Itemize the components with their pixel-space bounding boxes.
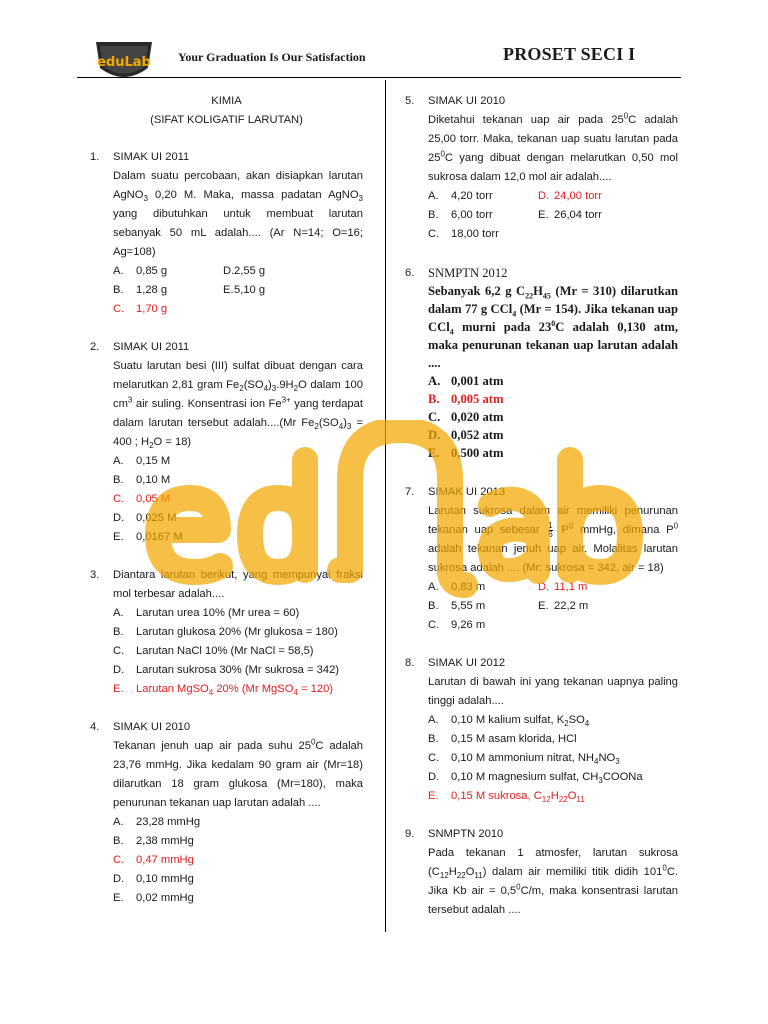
question-text: Larutan di bawah ini yang tekanan uapnya paling tinggi adalah....	[428, 676, 678, 707]
question-number: 7.	[405, 486, 415, 498]
left-column	[90, 92, 363, 908]
options	[428, 187, 678, 244]
question-number: 8.	[405, 657, 415, 669]
question-number: 9.	[405, 828, 415, 840]
question-number: 2.	[90, 341, 100, 353]
document-title: PROSET SECI I	[503, 44, 636, 64]
option-e[interactable]: E. 5,10 g	[223, 284, 266, 296]
question-source: SIMAK UI 2013	[428, 486, 506, 498]
subject-title	[90, 92, 363, 130]
question-number: 5.	[405, 95, 415, 107]
options	[428, 578, 678, 635]
option-a[interactable]: A. 0,85 g	[113, 265, 168, 277]
column-divider	[385, 80, 386, 932]
question-source: SIMAK UI 2010	[428, 95, 506, 107]
question-text: Diantara larutan berikut, yang mempunyai fraksi mol terbesar adalah....	[113, 569, 363, 600]
right-column	[405, 92, 678, 920]
option-d-answer[interactable]: D. 24,00 torr	[538, 190, 602, 202]
option-d[interactable]: D. 0,052 atm	[428, 428, 504, 442]
question-text: Diketahui tekanan uap air pada $25^0C$ adalah 25,00 torr. Maka, tekanan uap suatu larutan pada $25^0C$ yang dibuat dengan melarutkan 0,50 mol sukrosa dalam 12,0 mol air adalah....	[428, 111, 678, 183]
option-e-answer[interactable]: E. 0,15 M sukrosa, $C_{12}H_{22}O_{11}$	[428, 790, 585, 805]
question-number: 6.	[405, 267, 415, 279]
option-b[interactable]: B. 0,10 M	[113, 474, 171, 486]
option-d[interactable]: D. 2,55 g	[223, 265, 266, 277]
option-b[interactable]: B. 2,38 mmHg	[113, 835, 194, 847]
option-b[interactable]: B. 6,00 torr	[428, 209, 493, 221]
option-c[interactable]: C. 0,020 atm	[428, 410, 504, 424]
question-number: 4.	[90, 721, 100, 733]
question-7	[405, 483, 678, 635]
option-e[interactable]: E. 26,04 torr	[538, 209, 602, 221]
question-5	[405, 92, 678, 244]
subject-line-2: (SIFAT KOLIGATIF LARUTAN)	[150, 114, 303, 126]
option-b[interactable]: B. 0,15 M asam klorida, HCl	[428, 733, 577, 745]
logo-text: eduLab	[97, 55, 151, 70]
option-c-answer[interactable]: C. 0,05 M	[113, 493, 171, 505]
question-source: SIMAK UI 2012	[428, 657, 506, 669]
option-d[interactable]: D. 0,10 M magnesium sulfat, $CH_3COONa$	[428, 771, 643, 786]
question-source: SNMPTN 2012	[428, 266, 508, 280]
header-divider	[77, 77, 681, 78]
option-c-answer[interactable]: C. 0,47 mmHg	[113, 854, 194, 866]
question-9	[405, 825, 678, 920]
edulab-logo	[92, 36, 156, 88]
question-4	[90, 718, 363, 908]
fraction-one-sixth: $\frac{1}{6}$	[548, 520, 553, 539]
question-number: 1.	[90, 151, 100, 163]
question-text: Larutan sukrosa dalam air memiliki penurunan tekanan uap sebesar $\frac{1}{6}$ $P^0$ mmHg, dimana $P^0$ adalah tekanan jenuh uap air. Molalitas larutan sukrosa adalah .... (Mr: sukrosa = 342, air = 18)	[428, 505, 679, 574]
question-2	[90, 338, 363, 547]
option-e[interactable]: E. 0,0167 M	[113, 531, 183, 543]
options	[113, 452, 363, 547]
question-number: 3.	[90, 569, 100, 581]
option-a[interactable]: A. 4,20 torr	[428, 190, 493, 202]
question-text: Dalam suatu percobaan, akan disiapkan larutan AgNO$_3$ 0,20 M. Maka, massa padatan AgNO$_3$ yang dibutuhkan untuk membuat larutan sebanyak 50 mL adalah.... (Ar N=14; O=16; Ag=108)	[113, 170, 363, 258]
subject-line-1: KIMIA	[211, 95, 242, 107]
option-a[interactable]: A. 0,83 m	[428, 581, 486, 593]
question-source: SIMAK UI 2010	[113, 721, 191, 733]
options	[113, 604, 363, 699]
option-d[interactable]: D. 0,10 mmHg	[113, 873, 194, 885]
question-source: SIMAK UI 2011	[113, 341, 190, 353]
option-e-answer[interactable]: E. Larutan MgSO$_4$ 20% (Mr MgSO$_4$ = 120)	[113, 683, 334, 698]
option-c[interactable]: C. 18,00 torr	[428, 228, 499, 240]
option-d-answer[interactable]: D. 11,1 m	[538, 581, 588, 593]
option-b-answer[interactable]: B. 0,005 atm	[428, 392, 504, 406]
options	[113, 813, 363, 908]
option-e[interactable]: E. 0,500 atm	[428, 446, 504, 460]
question-6	[405, 264, 678, 462]
option-e[interactable]: E. 0,02 mmHg	[113, 892, 194, 904]
option-d[interactable]: D. Larutan sukrosa 30% (Mr sukrosa = 342)	[113, 664, 340, 676]
question-text: Tekanan jenuh uap air pada suhu $25^0C$ adalah 23,76 mmHg. Jika kedalam 90 gram air (Mr=18) dilarutkan 18 gram glukosa (Mr=180), maka penurunan tekanan uap larutan adalah ....	[113, 737, 363, 809]
question-8	[405, 654, 678, 806]
option-c[interactable]: C. Larutan NaCl 10% (Mr NaCl = 58,5)	[113, 645, 314, 657]
option-a[interactable]: A. 23,28 mmHg	[113, 816, 201, 828]
question-text: Suatu larutan besi (III) sulfat dibuat dengan cara melarutkan 2,81 gram $Fe_2(SO_4)_3.9H_2O$ dalam 100 $cm^3$ air suling. Konsentrasi ion $Fe^{3+}$ yang terdapat dalam larutan tersebut adalah....(Mr $Fe_2(SO_4)_3 = 400$ ; $H_2O = 18$)	[113, 360, 363, 451]
option-a[interactable]: A. Larutan urea 10% (Mr urea = 60)	[113, 607, 300, 619]
question-3	[90, 566, 363, 699]
option-c[interactable]: C. 9,26 m	[428, 619, 486, 631]
option-b[interactable]: B. 1,28 g	[113, 284, 168, 296]
option-b[interactable]: B. Larutan glukosa 20% (Mr glukosa = 180)	[113, 626, 338, 638]
question-source: SIMAK UI 2011	[113, 151, 190, 163]
options	[428, 711, 678, 806]
option-b[interactable]: B. 5,55 m	[428, 600, 486, 612]
question-source: SNMPTN 2010	[428, 828, 504, 840]
option-a[interactable]: A. 0,15 M	[113, 455, 171, 467]
option-c-answer[interactable]: C. 1,70 g	[113, 303, 168, 315]
option-d[interactable]: D. 0,025 M	[113, 512, 177, 524]
option-a[interactable]: A. 0,001 atm	[428, 374, 504, 388]
option-c[interactable]: C. 0,10 M ammonium nitrat, $NH_4NO_3$	[428, 752, 620, 767]
question-text: Sebanyak 6,2 g $C_{22}H_{45}$ (Mr = 310) dilarutkan dalam 77 g CCl$_4$ (Mr = 154). Jika tekanan uap CCl$_4$ murni pada $23^0C$ adalah 0,130 atm, maka penurunan tekanan uap larutan adalah ....	[428, 284, 678, 370]
question-1	[90, 148, 363, 319]
option-a[interactable]: A. 0,10 M kalium sulfat, $K_2SO_4$	[428, 714, 590, 729]
tagline: Your Graduation Is Our Satisfaction	[178, 50, 366, 64]
question-text: Pada tekanan 1 atmosfer, larutan sukrosa $(C_{12}H_{22}O_{11})$ dalam air memiliki titik didih $101^0C$. Jika Kb air = $0,5^0C/m$, maka konsentrasi larutan tersebut adalah ....	[428, 847, 679, 916]
options	[113, 262, 363, 319]
options	[428, 372, 678, 462]
option-e[interactable]: E. 22,2 m	[538, 600, 589, 612]
